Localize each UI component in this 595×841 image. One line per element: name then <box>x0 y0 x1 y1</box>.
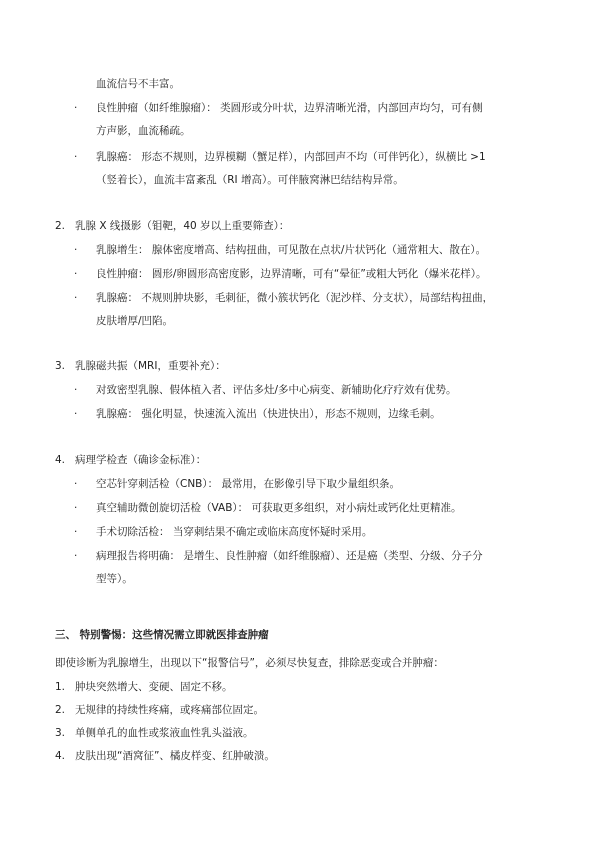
list-number: 4. <box>55 750 66 762</box>
bullet-glyph: · <box>74 526 78 538</box>
list-number: 3. <box>55 727 66 739</box>
warning-item: 肿块突然增大、变硬、固定不移。 <box>75 681 233 693</box>
section-number: 2. <box>55 220 66 232</box>
warning-item: 单侧单孔的血性或浆液血性乳头溢液。 <box>75 727 254 739</box>
section-title-mammography: 乳腺 X 线摄影（钼靶，40 岁以上重要筛查）： <box>75 220 290 232</box>
us-cancer-line-1: 乳腺癌： 形态不规则，边界模糊（蟹足样），内部回声不均（可伴钙化），纵横比 >1 <box>96 151 486 163</box>
section-heading-warning: 三、 特别警惕：这些情况需立即就医排查肿瘤 <box>55 629 269 641</box>
bullet-glyph: · <box>74 102 78 114</box>
path-vab: 真空辅助微创旋切活检（VAB）： 可获取更多组织，对小病灶或钙化灶更精准。 <box>96 502 462 514</box>
warning-intro: 即使诊断为乳腺增生，出现以下“报警信号”，必须尽快复查，排除恶变或合并肿瘤： <box>55 657 444 669</box>
mammo-hyperplasia: 乳腺增生： 腺体密度增高、结构扭曲，可见散在点状/片状钙化（通常粗大、散在）。 <box>96 244 487 256</box>
path-surgical: 手术切除活检： 当穿刺结果不确定或临床高度怀疑时采用。 <box>96 526 373 538</box>
us-benign-line-2: 方声影，血流稀疏。 <box>96 125 191 137</box>
bullet-glyph: · <box>74 502 78 514</box>
mri-advantage: 对致密型乳腺、假体植入者、评估多灶/多中心病变、新辅助化疗疗效有优势。 <box>96 384 457 396</box>
mammo-cancer-line-1: 乳腺癌： 不规则肿块影，毛刺征，微小簇状钙化（泥沙样、分支状），局部结构扭曲， <box>96 292 494 304</box>
us-benign-line-1: 良性肿瘤（如纤维腺瘤）： 类圆形或分叶状，边界清晰光滑，内部回声均匀，可有侧 <box>96 102 483 114</box>
bullet-glyph: · <box>74 550 78 562</box>
us-cancer-line-2: （竖着长），血流丰富紊乱（RI 增高）。可伴腋窝淋巴结结构异常。 <box>96 174 404 186</box>
bullet-glyph: · <box>74 151 78 163</box>
warning-item: 无规律的持续性疼痛，或疼痛部位固定。 <box>75 704 264 716</box>
section-title-pathology: 病理学检查（确诊金标准）： <box>75 454 207 466</box>
bullet-glyph: · <box>74 408 78 420</box>
bullet-glyph: · <box>74 384 78 396</box>
mammo-benign: 良性肿瘤： 圆形/卵圆形高密度影，边界清晰，可有“晕征”或粗大钙化（爆米花样）。 <box>96 268 487 280</box>
mri-cancer: 乳腺癌： 强化明显，快速流入流出（快进快出），形态不规则，边缘毛刺。 <box>96 408 441 420</box>
doppler-continuation: 血流信号不丰富。 <box>96 78 180 90</box>
path-cnb: 空芯针穿刺活检（CNB）： 最常用，在影像引导下取少量组织条。 <box>96 478 400 490</box>
warning-item: 皮肤出现“酒窝征”、橘皮样变、红肿破溃。 <box>75 750 275 762</box>
bullet-glyph: · <box>74 268 78 280</box>
bullet-glyph: · <box>74 478 78 490</box>
list-number: 1. <box>55 681 66 693</box>
path-report-line-2: 型等）。 <box>96 573 133 585</box>
list-number: 2. <box>55 704 66 716</box>
section-number: 3. <box>55 360 66 372</box>
section-title-mri: 乳腺磁共振（MRI，重要补充）： <box>75 360 226 372</box>
mammo-cancer-line-2: 皮肤增厚/凹陷。 <box>96 315 174 327</box>
bullet-glyph: · <box>74 292 78 304</box>
bullet-glyph: · <box>74 244 78 256</box>
path-report-line-1: 病理报告将明确： 是增生、良性肿瘤（如纤维腺瘤）、还是癌（类型、分级、分子分 <box>96 550 483 562</box>
section-number: 4. <box>55 454 66 466</box>
